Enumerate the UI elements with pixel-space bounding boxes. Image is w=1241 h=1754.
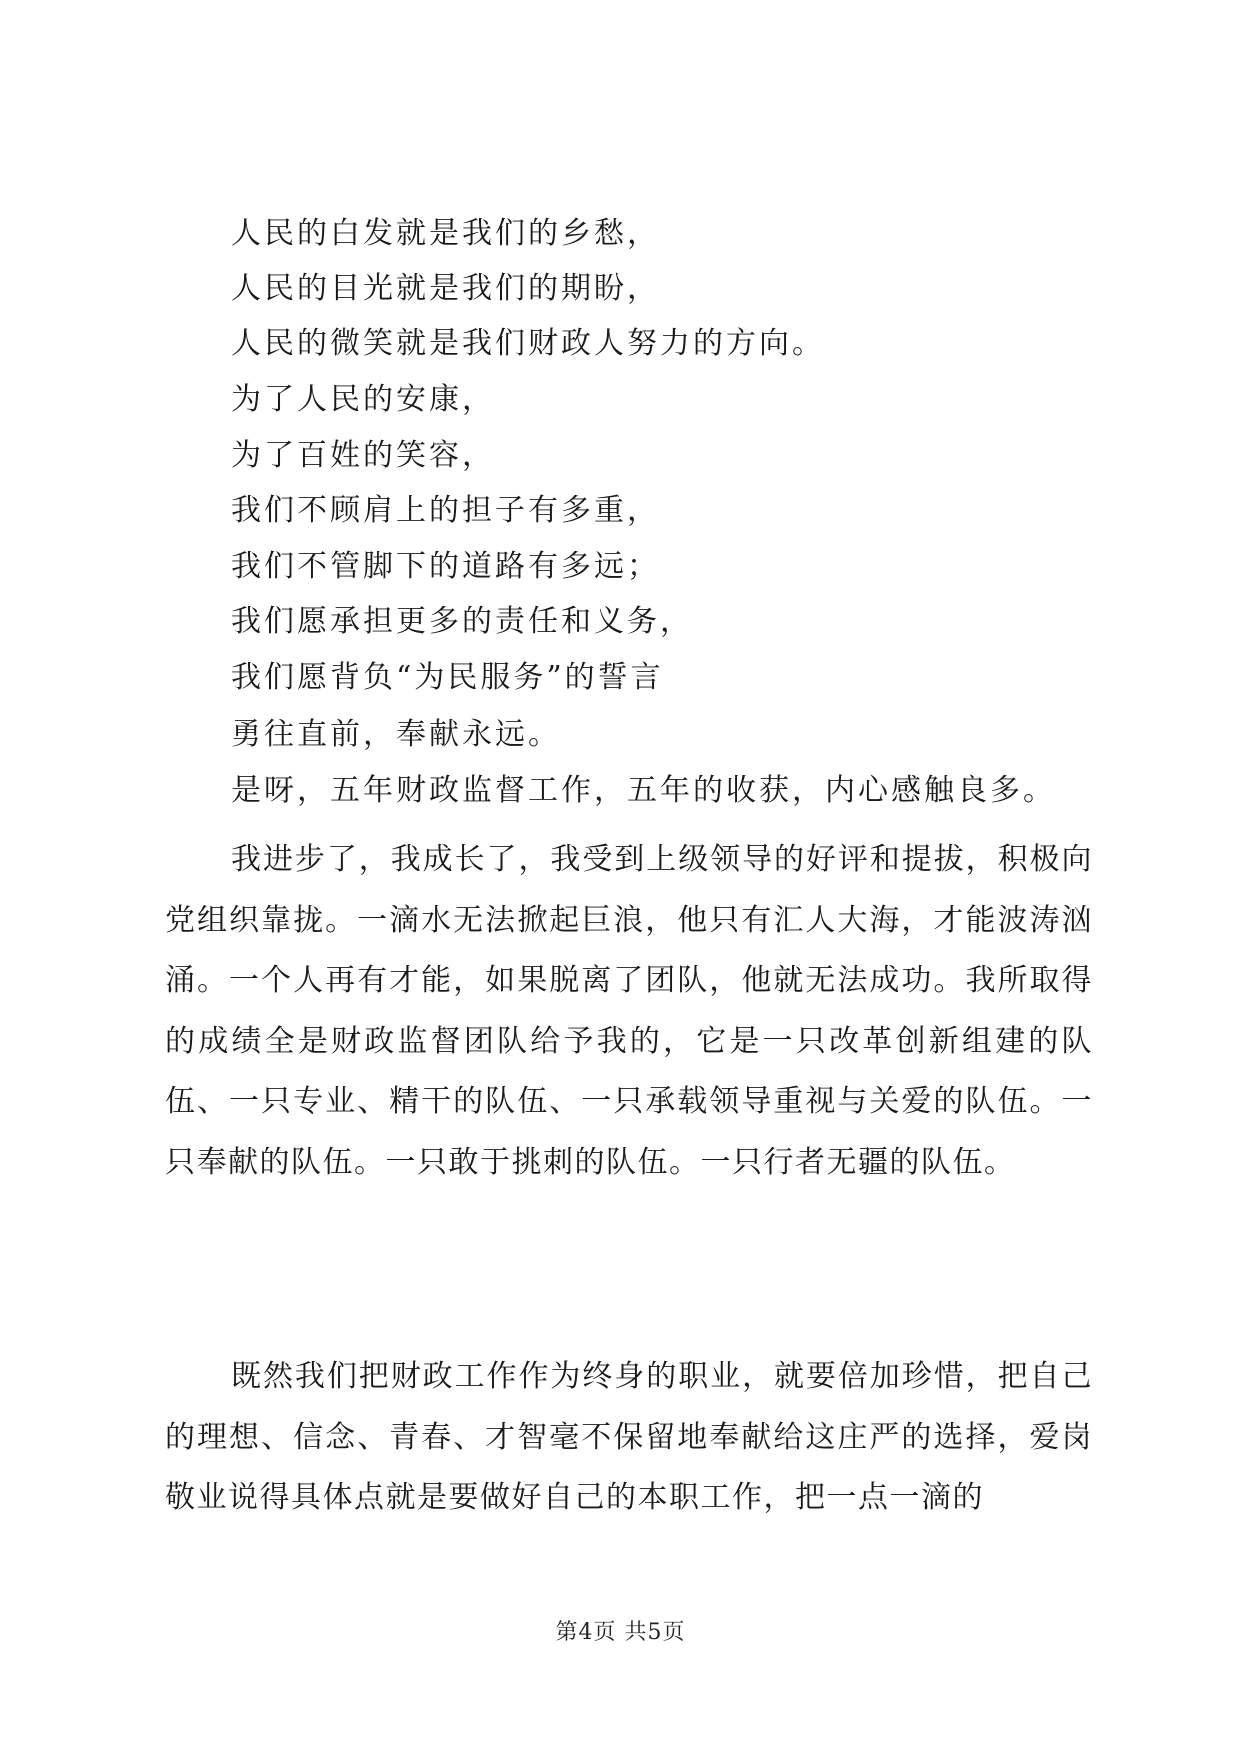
paragraph-team: 我进步了，我成长了，我受到上级领导的好评和提拔，积极向党组织靠拢。一滴水无法掀起巨浪，他只有汇人大海，才能波涛汹涌。一个人再有才能，如果脱离了团队，他就无法成功。我所取得的成绩全是财政监督团队给予我的，它是一只改革创新组建的队伍、一只专业、精干的队伍、一只承载领导重视与关爱的队伍。一只奉献的队伍。一只敢于挑刺的队伍。一只行者无疆的队伍。 bbox=[165, 842, 1093, 1180]
poem-line-6: 我们不顾肩上的担子有多重， bbox=[231, 493, 660, 528]
poem-line-1: 人民的白发就是我们的乡愁， bbox=[231, 216, 660, 251]
poem-line-10: 勇往直前，奉献永远。 bbox=[231, 717, 561, 752]
paragraph-career: 既然我们把财政工作作为终身的职业，就要倍加珍惜，把自己的理想、信念、青春、才智毫不保留地奉献给这庄严的选择，爱岗敬业说得具体点就是要做好自己的本职工作，把一点一滴的 bbox=[165, 1359, 1093, 1515]
poem-line-4: 为了人民的安康， bbox=[231, 382, 495, 417]
poem-line-9: 我们愿背负“为民服务”的誓言 bbox=[231, 660, 664, 695]
poem-line-7: 我们不管脚下的道路有多远； bbox=[231, 549, 660, 584]
poem-line-3: 人民的微笑就是我们财政人努力的方向。 bbox=[231, 326, 825, 361]
summary-line: 是呀，五年财政监督工作，五年的收获，内心感触良多。 bbox=[231, 773, 1056, 808]
poem-line-5: 为了百姓的笑容， bbox=[231, 438, 495, 473]
poem-line-8: 我们愿承担更多的责任和义务， bbox=[231, 604, 693, 639]
page-number-footer: 第4页 共5页 bbox=[555, 1620, 686, 1645]
poem-line-2: 人民的目光就是我们的期盼， bbox=[231, 271, 660, 306]
